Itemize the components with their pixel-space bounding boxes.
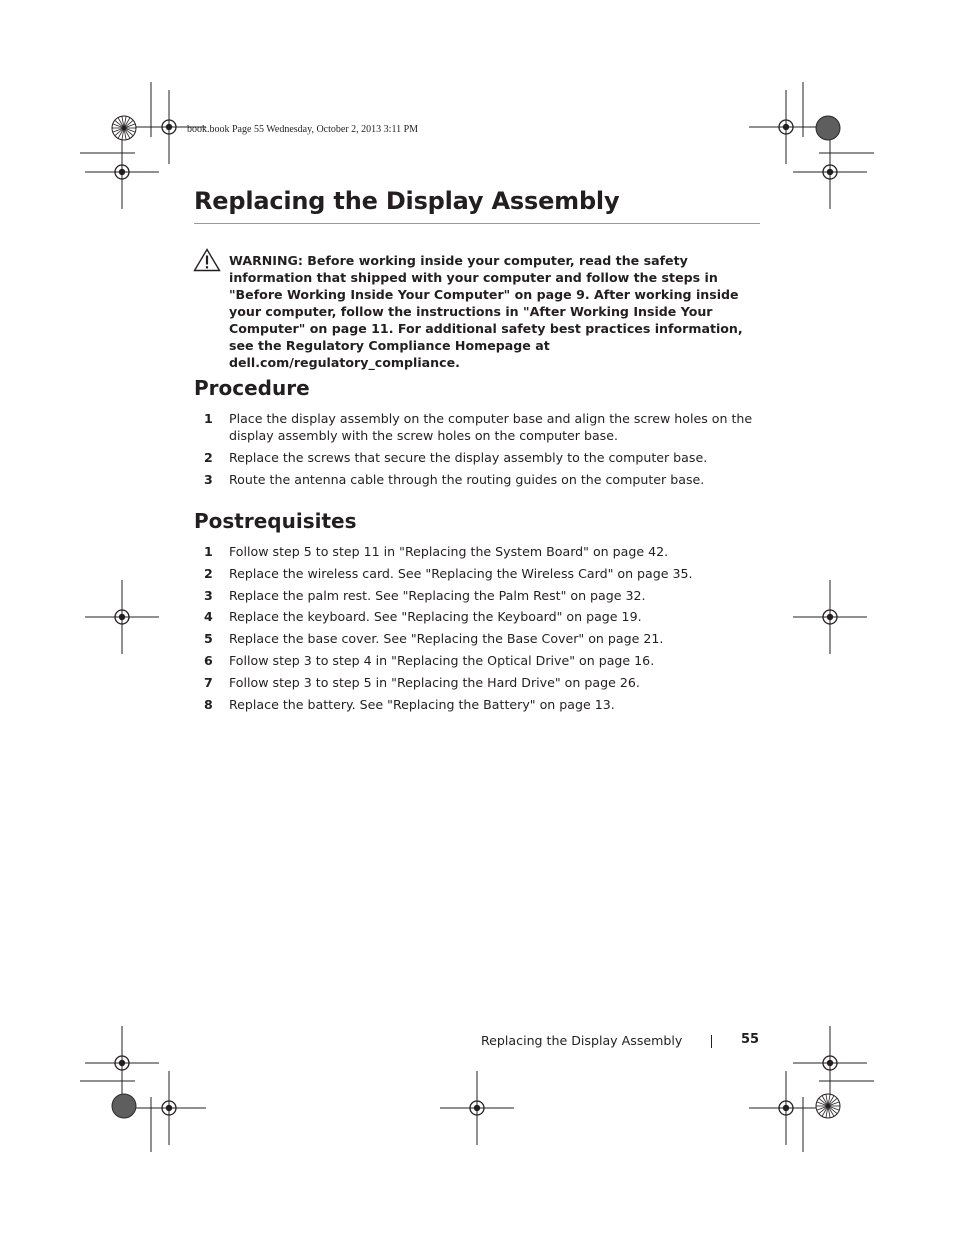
registration-target bbox=[783, 124, 789, 130]
registration-target bbox=[827, 614, 833, 620]
registration-target bbox=[474, 1105, 480, 1111]
registration-target bbox=[119, 1060, 125, 1066]
list-item bbox=[204, 565, 764, 587]
page-number: 55 bbox=[741, 1032, 760, 1047]
registration-target bbox=[166, 124, 172, 130]
step-text: Follow step 3 to step 5 in "Replacing the Hard Drive" on page 26. bbox=[229, 674, 640, 690]
postrequisites-list bbox=[204, 543, 764, 717]
procedure-heading: Procedure bbox=[194, 376, 310, 400]
step-number: 6 bbox=[204, 652, 213, 668]
list-item bbox=[204, 449, 764, 466]
step-number: 3 bbox=[204, 587, 213, 603]
list-item bbox=[204, 543, 764, 565]
step-text: Route the antenna cable through the routing guides on the computer base. bbox=[229, 472, 705, 487]
page-title: Replacing the Display Assembly bbox=[194, 187, 620, 215]
title-rule bbox=[194, 223, 760, 224]
step-text: Replace the screws that secure the display assembly to the computer base. bbox=[229, 450, 708, 465]
footer-separator bbox=[711, 1035, 712, 1048]
step-number: 4 bbox=[204, 609, 213, 625]
list-item bbox=[204, 410, 764, 444]
list-item bbox=[204, 608, 764, 630]
list-item bbox=[204, 471, 764, 488]
registration-target bbox=[119, 169, 125, 175]
step-text: Replace the wireless card. See "Replacing the Wireless Card" on page 35. bbox=[229, 565, 693, 581]
list-item bbox=[204, 674, 764, 696]
warning-icon bbox=[193, 248, 221, 272]
step-text: Replace the keyboard. See "Replacing the Keyboard" on page 19. bbox=[229, 609, 642, 625]
print-slug: book.book Page 55 Wednesday, October 2, 2013 3:11 PM bbox=[187, 124, 419, 135]
step-number: 7 bbox=[204, 674, 213, 690]
list-item bbox=[204, 652, 764, 674]
footer-section-title: Replacing the Display Assembly bbox=[481, 1033, 683, 1048]
step-text: Follow step 5 to step 11 in "Replacing the System Board" on page 42. bbox=[229, 544, 669, 559]
color-bar-gray bbox=[816, 116, 840, 140]
registration-target bbox=[783, 1105, 789, 1111]
list-item bbox=[204, 696, 764, 718]
list-item bbox=[204, 630, 764, 652]
procedure-list bbox=[204, 410, 764, 493]
registration-target bbox=[119, 614, 125, 620]
warning-text: WARNING: Before working inside your computer, read the safety information that shipped with your computer and follow the steps in "Before Working Inside Your Computer" on page 9. After working inside your computer, follow the instructions in "After Working Inside Your Computer" on page 11. For additional safety best practices information, see the Regulatory Compliance Homepage at dell.com/regulatory_compliance. bbox=[229, 253, 743, 370]
step-text: Replace the base cover. See "Replacing the Base Cover" on page 21. bbox=[229, 631, 664, 647]
postrequisites-heading: Postrequisites bbox=[194, 509, 357, 533]
step-number: 3 bbox=[204, 472, 213, 487]
registration-target bbox=[827, 169, 833, 175]
step-text: Place the display assembly on the computer base and align the screw holes on the display assembly with the screw holes on the computer base. bbox=[229, 411, 753, 443]
step-text: Follow step 3 to step 4 in "Replacing the Optical Drive" on page 16. bbox=[229, 652, 655, 668]
step-text: Replace the battery. See "Replacing the Battery" on page 13. bbox=[229, 696, 615, 712]
step-number: 2 bbox=[204, 565, 213, 581]
step-number: 1 bbox=[204, 544, 213, 559]
color-bar-gray bbox=[112, 1094, 136, 1118]
step-text: Replace the palm rest. See "Replacing the Palm Rest" on page 32. bbox=[229, 587, 646, 603]
registration-target bbox=[166, 1105, 172, 1111]
step-number: 2 bbox=[204, 450, 213, 465]
registration-target bbox=[827, 1060, 833, 1066]
list-item bbox=[204, 587, 764, 609]
step-number: 5 bbox=[204, 631, 213, 647]
step-number: 1 bbox=[204, 411, 213, 426]
step-number: 8 bbox=[204, 696, 213, 712]
